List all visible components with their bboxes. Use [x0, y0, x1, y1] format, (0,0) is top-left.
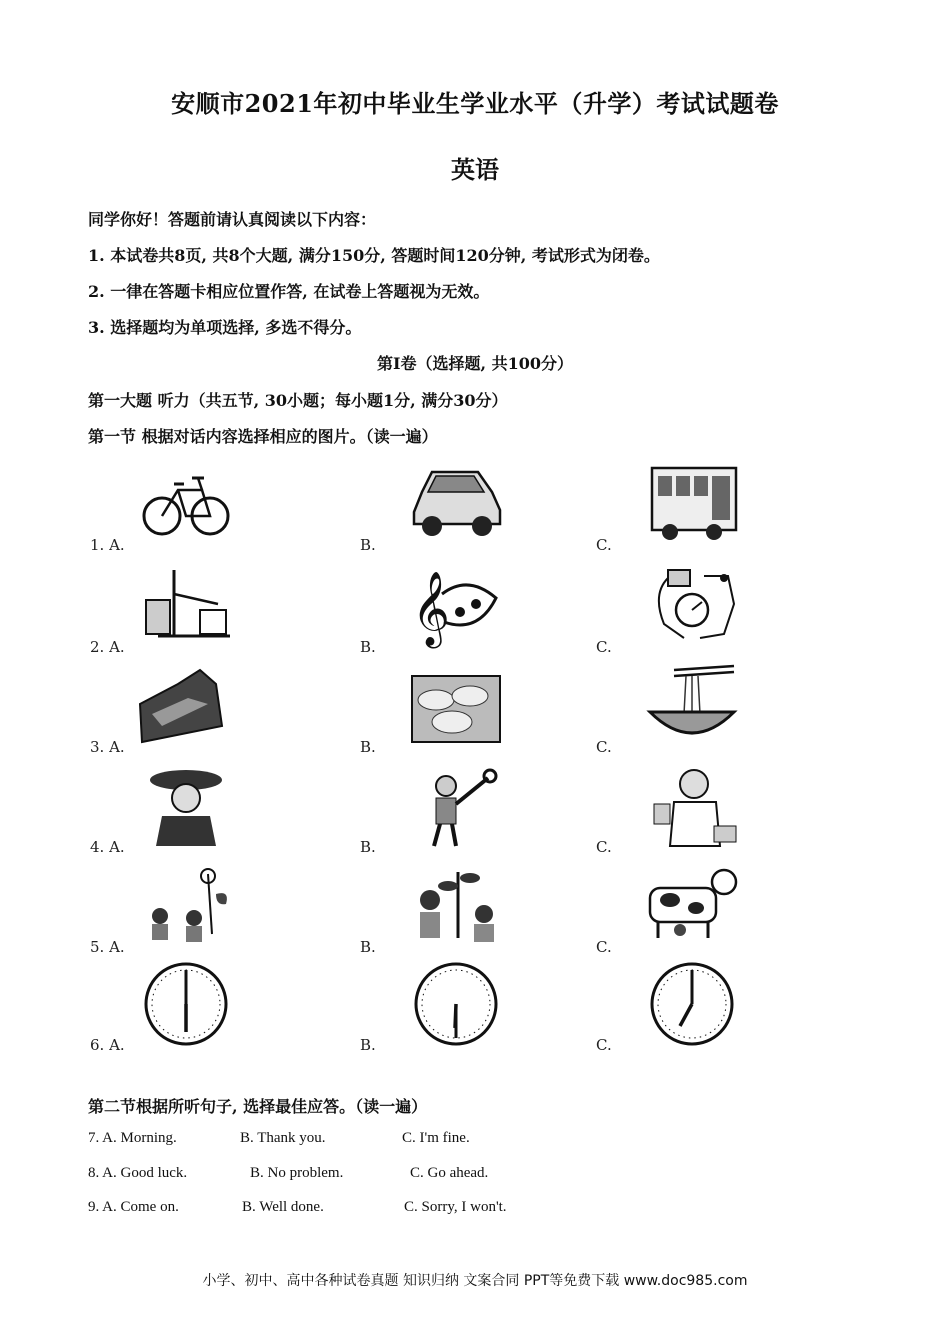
electric-circuit-icon — [644, 564, 740, 648]
option-label: 6. A. — [90, 1036, 125, 1054]
part1-heading: 第一大题 听力（共五节, 30小题；每小题1分, 满分30分） — [88, 391, 508, 410]
option-4a[interactable] — [90, 764, 310, 860]
option-3b[interactable] — [360, 664, 580, 760]
page-footer: 小学、初中、高中各种试卷真题 知识归纳 文案合同 PPT等免费下载 www.doc985.com — [202, 1273, 748, 1289]
car-icon — [408, 462, 504, 546]
section1-heading: 第一节 根据对话内容选择相应的图片。（读一遍） — [88, 427, 438, 446]
question-9-option-a[interactable]: 9. A. Come on. — [88, 1199, 179, 1215]
cow-icon — [644, 864, 740, 948]
section2-heading: 第二节根据所听句子, 选择最佳应答。（读一遍） — [88, 1097, 428, 1116]
option-label: 5. A. — [90, 938, 125, 956]
question-7-option-b[interactable]: B. Thank you. — [240, 1130, 326, 1146]
mechanic-icon — [408, 764, 504, 848]
option-label: B. — [360, 938, 376, 956]
exam-title: 安顺市2021年初中毕业生学业水平（升学）考试试题卷 — [171, 89, 779, 118]
option-label: C. — [596, 838, 612, 856]
option-label: C. — [596, 738, 612, 756]
bicycle-icon — [138, 462, 234, 546]
option-4b[interactable] — [360, 764, 580, 860]
option-6c[interactable] — [596, 962, 816, 1058]
police-officer-icon — [138, 764, 234, 848]
option-label: C. — [596, 536, 612, 554]
option-1c[interactable] — [596, 462, 816, 558]
picture-row-4 — [90, 764, 790, 860]
option-2c[interactable] — [596, 564, 816, 660]
lab-apparatus-icon — [138, 564, 234, 648]
instruction-item-3: 3. 选择题均为单项选择, 多选不得分。 — [88, 318, 362, 337]
clock-seven-icon — [644, 962, 740, 1046]
option-3a[interactable] — [90, 664, 310, 760]
clock-six-icon — [138, 962, 234, 1046]
option-1a[interactable] — [90, 462, 310, 558]
question-8-option-c[interactable]: C. Go ahead. — [410, 1165, 489, 1181]
question-9-option-c[interactable]: C. Sorry, I won't. — [404, 1199, 507, 1215]
option-4c[interactable] — [596, 764, 816, 860]
option-label: B. — [360, 536, 376, 554]
question-9-option-b[interactable]: B. Well done. — [242, 1199, 324, 1215]
option-2b[interactable] — [360, 564, 580, 660]
doctor-icon — [644, 764, 740, 848]
option-2a[interactable] — [90, 564, 310, 660]
instruction-item-1: 1. 本试卷共8页, 共8个大题, 满分150分, 答题时间120分钟, 考试形式为闭卷。 — [88, 246, 660, 265]
bus-icon — [644, 462, 740, 546]
option-5c[interactable] — [596, 864, 816, 960]
question-7-option-c[interactable]: C. I'm fine. — [402, 1130, 470, 1146]
option-6a[interactable] — [90, 962, 310, 1058]
kids-planting-tree-icon — [408, 864, 504, 948]
option-3c[interactable] — [596, 664, 816, 760]
picture-row-1 — [90, 462, 790, 558]
question-8-option-a[interactable]: 8. A. Good luck. — [88, 1165, 188, 1181]
volume-heading: 第I卷（选择题, 共100分） — [376, 354, 574, 373]
option-5a[interactable] — [90, 864, 310, 960]
picture-row-3 — [90, 664, 790, 760]
option-6b[interactable] — [360, 962, 580, 1058]
music-notes-icon — [408, 564, 504, 648]
option-label: B. — [360, 638, 376, 656]
question-7-option-a[interactable]: 7. A. Morning. — [88, 1130, 177, 1146]
option-label: C. — [596, 938, 612, 956]
option-label: B. — [360, 738, 376, 756]
picture-row-5 — [90, 864, 790, 960]
option-1b[interactable] — [360, 462, 580, 558]
question-8-option-b[interactable]: B. No problem. — [250, 1165, 344, 1181]
option-label: 4. A. — [90, 838, 125, 856]
option-label: C. — [596, 1036, 612, 1054]
option-label: C. — [596, 638, 612, 656]
option-label: B. — [360, 838, 376, 856]
svg-text:𝄞: 𝄞 — [412, 572, 450, 646]
food-icon — [138, 664, 234, 748]
picture-row-6 — [90, 962, 790, 1058]
exam-subject: 英语 — [451, 155, 499, 184]
dumplings-icon — [408, 664, 504, 748]
kids-flowers-icon — [138, 864, 234, 948]
instruction-item-2: 2. 一律在答题卡相应位置作答, 在试卷上答题视为无效。 — [88, 282, 490, 301]
noodles-icon — [644, 664, 740, 748]
option-label: 3. A. — [90, 738, 125, 756]
instructions-greeting: 同学你好！答题前请认真阅读以下内容： — [88, 210, 377, 229]
option-5b[interactable] — [360, 864, 580, 960]
picture-row-2 — [90, 564, 790, 660]
option-label: 2. A. — [90, 638, 125, 656]
clock-half-past-icon — [408, 962, 504, 1046]
option-label: B. — [360, 1036, 376, 1054]
option-label: 1. A. — [90, 536, 125, 554]
